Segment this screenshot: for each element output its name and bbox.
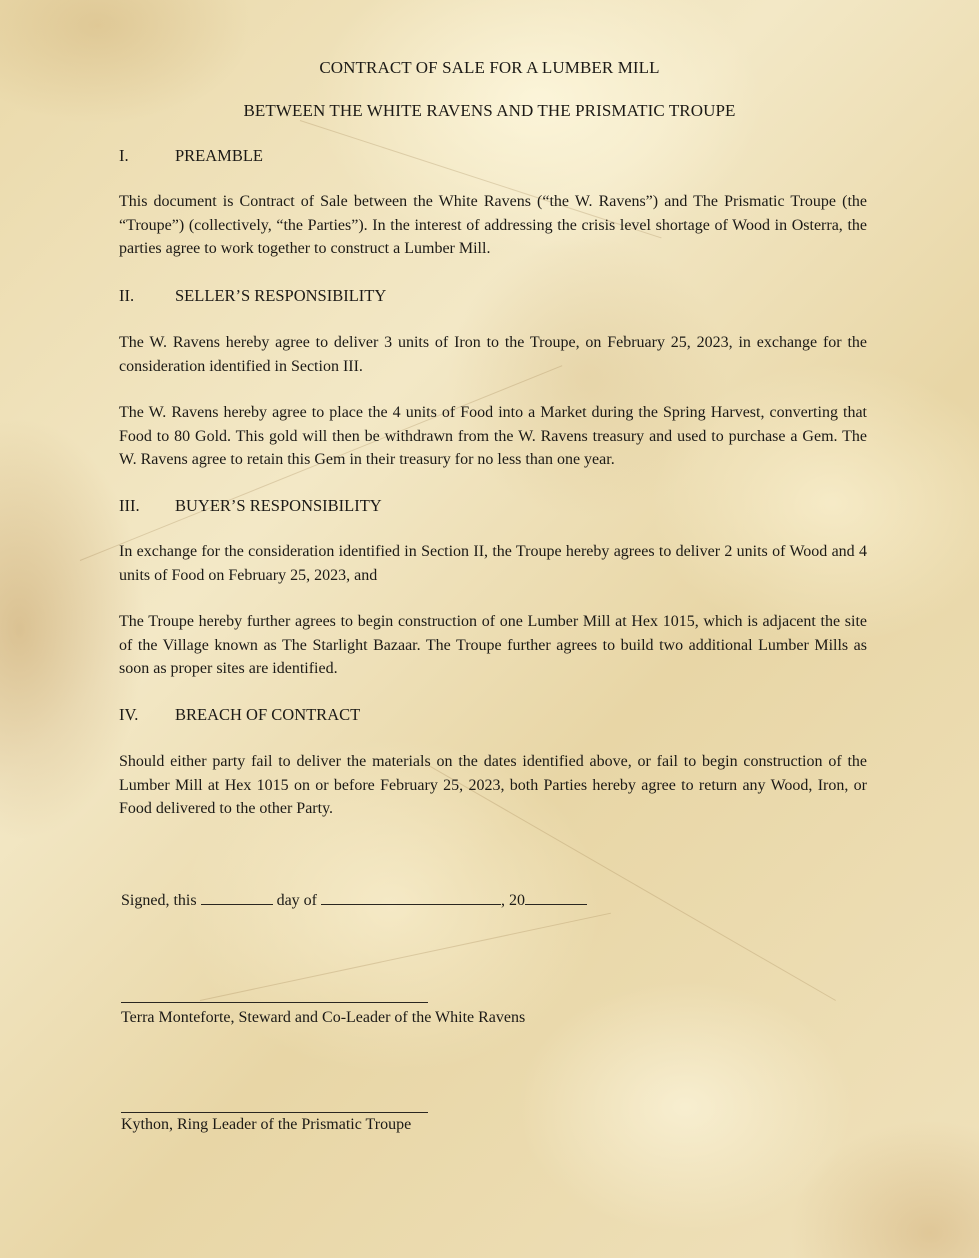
section-title: BREACH OF CONTRACT <box>175 705 361 724</box>
month-blank[interactable] <box>321 892 501 905</box>
preamble-paragraph: This document is Contract of Sale between the White Ravens (“the W. Ravens”) and The Prismatic Troupe (the “Troupe”) (collectively, “the Parties”). In the interest of addressing the crisis level shortage of Wood in Osterra, the parties agree to work together to construct a Lumber Mill. <box>119 193 867 257</box>
section-title: SELLER’S RESPONSIBILITY <box>175 286 387 305</box>
signatory-white-ravens: Terra Monteforte, Steward and Co-Leader of the White Ravens <box>121 1009 526 1026</box>
signature-line-white-ravens[interactable] <box>121 1002 428 1003</box>
section-title: PREAMBLE <box>175 146 264 165</box>
year-prefix-label: , 20 <box>501 892 525 909</box>
buyer-paragraph-1: In exchange for the consideration identified in Section II, the Troupe hereby agrees to deliver 2 units of Wood and 4 units of Food on February 25, 2023, and <box>119 543 867 584</box>
paper-crease <box>200 913 611 1001</box>
seller-paragraph-1: The W. Ravens hereby agree to deliver 3 units of Iron to the Troupe, on February 25, 2023, in exchange for the consideration identified in Section III. <box>119 334 867 375</box>
signature-line-prismatic-troupe[interactable] <box>121 1112 428 1113</box>
section-heading-seller <box>119 286 386 306</box>
year-blank[interactable] <box>525 892 587 905</box>
section-heading-preamble <box>119 146 263 166</box>
section-number: II. <box>119 286 135 305</box>
section-number: I. <box>119 146 129 165</box>
section-title: BUYER’S RESPONSIBILITY <box>175 496 382 515</box>
breach-paragraph: Should either party fail to deliver the materials on the dates identified above, or fail to begin construction of the Lumber Mill at Hex 1015 on or before February 25, 2023, both Parties hereby agree to return any Wood, Iron, or Food delivered to the other Party. <box>119 753 867 817</box>
document-subtitle: BETWEEN THE WHITE RAVENS AND THE PRISMATIC TROUPE <box>243 101 736 120</box>
day-of-label: day of <box>276 892 317 909</box>
signed-date-line <box>121 892 587 910</box>
section-heading-breach <box>119 705 360 725</box>
seller-paragraph-2: The W. Ravens hereby agree to place the 4 units of Food into a Market during the Spring Harvest, converting that Food to 80 Gold. This gold will then be withdrawn from the W. Ravens treasury and used to purchase a Gem. The W. Ravens agree to retain this Gem in their treasury for no less than one year. <box>119 404 867 468</box>
section-number: IV. <box>119 705 139 724</box>
buyer-paragraph-2: The Troupe hereby further agrees to begin construction of one Lumber Mill at Hex 1015, which is adjacent the site of the Village known as The Starlight Bazaar. The Troupe further agrees to build two additional Lumber Mills as soon as proper sites are identified. <box>119 613 867 677</box>
day-blank[interactable] <box>201 892 273 905</box>
signatory-prismatic-troupe: Kython, Ring Leader of the Prismatic Troupe <box>121 1116 412 1133</box>
section-heading-buyer <box>119 496 382 516</box>
signed-label: Signed, this <box>121 892 197 909</box>
section-number: III. <box>119 496 140 515</box>
document-title: CONTRACT OF SALE FOR A LUMBER MILL <box>319 58 660 77</box>
